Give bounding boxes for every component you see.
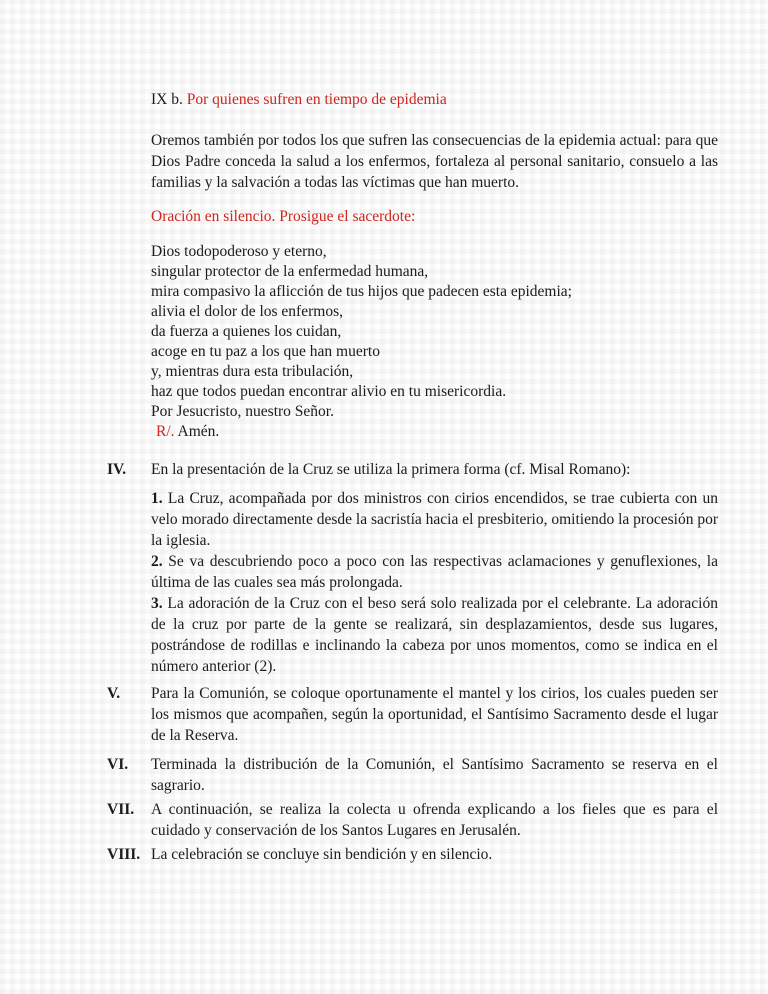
prayer-line: da fuerza a quienes los cuidan, <box>151 323 342 340</box>
prayer-line: y, mientras dura esta tribulación, <box>151 363 354 380</box>
item-numeral: VI. <box>107 756 129 773</box>
subitem-marker: 2. <box>151 553 163 570</box>
item-numeral: VII. <box>107 801 135 818</box>
intro-paragraph: Oremos también por todos los que sufren las consecuencias de la epidemia actual: para que Dios Padre conceda la salud a los enfermos, fortaleza al personal sanitario, consuelo a las familias y la salvación a todas las víctimas que han muerto. <box>151 132 718 191</box>
item-body: A continuación, se realiza la colecta u ofrenda explicando a los fieles que es para el cuidado y conservación de los Santos Lugares en Jerusalén. <box>151 801 718 839</box>
prayer-line: acoge en tu paz a los que han muerto <box>151 343 380 360</box>
prayer-line: haz que todos puedan encontrar alivio en tu misericordia. <box>151 383 507 400</box>
numbered-item-vii <box>107 799 718 841</box>
item-numeral: V. <box>107 685 121 702</box>
prayer-line: Por Jesucristo, nuestro Señor. <box>151 403 334 420</box>
heading-title: Por quienes sufren en tiempo de epidemia <box>186 91 447 108</box>
subitem-2 <box>151 551 718 593</box>
item-body <box>151 459 718 677</box>
item-body: La celebración se concluye sin bendición y en silencio. <box>151 846 493 863</box>
subitem-text: La adoración de la Cruz con el beso será solo realizada por el celebrante. La adoración de la cruz por parte de la gente se realizará, sin desplazamientos, desde sus lugares, postrándose de rodillas e inclinando la cabeza por unos momentos, como se indica en el número anterior (2). <box>151 595 718 675</box>
prayer-line: singular protector de la enfermedad humana, <box>151 263 429 280</box>
prayer-line: mira compasivo la aflicción de tus hijos que padecen esta epidemia; <box>151 283 572 300</box>
item-body: Para la Comunión, se coloque oportunamente el mantel y los cirios, los cuales pueden ser los mismos que acompañen, según la oportunidad, el Santísimo Sacramento desde el lugar de la Reserva. <box>151 685 718 744</box>
section-heading <box>151 89 718 110</box>
response-marker: R/. <box>156 423 175 440</box>
item-body: Terminada la distribución de la Comunión, el Santísimo Sacramento se reserva en el sagrario. <box>151 756 718 794</box>
item-lead: En la presentación de la Cruz se utiliza la primera forma (cf. Misal Romano): <box>151 461 631 478</box>
numbered-item-v <box>107 683 718 746</box>
prayer-block <box>151 242 718 442</box>
item-numeral: VIII. <box>107 846 141 863</box>
rubric-instruction: Oración en silencio. Prosigue el sacerdote: <box>151 208 416 225</box>
prayer-line: alivia el dolor de los enfermos, <box>151 303 343 320</box>
epidemic-prayer-section <box>151 89 718 442</box>
prayer-line: Dios todopoderoso y eterno, <box>151 243 327 260</box>
numbered-item-vi <box>107 754 718 796</box>
numbered-item-viii <box>107 844 718 865</box>
response-text: Amén. <box>174 423 220 440</box>
subitem-text: La Cruz, acompañada por dos ministros con cirios encendidos, se trae cubierta con un velo morado directamente desde la sacristía hacia el presbiterio, omitiendo la procesión por la iglesia. <box>151 490 718 549</box>
subitem-marker: 3. <box>151 595 163 612</box>
page-content <box>107 89 718 865</box>
subitem-marker: 1. <box>151 490 163 507</box>
subitem-3 <box>151 593 718 677</box>
subitem-1 <box>151 488 718 551</box>
response-line <box>151 422 718 442</box>
subitem-text: Se va descubriendo poco a poco con las respectivas aclamaciones y genuflexiones, la última de las cuales sea más prolongada. <box>151 553 718 591</box>
item-numeral: IV. <box>107 461 127 478</box>
heading-number: IX b. <box>151 91 187 108</box>
numbered-item-iv <box>107 459 718 677</box>
